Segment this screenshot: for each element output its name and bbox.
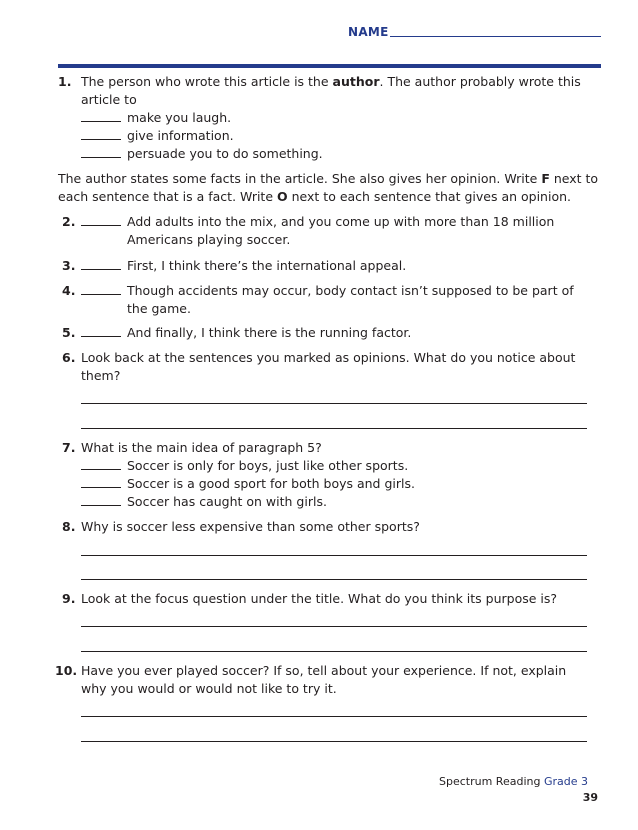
- q1-number: 1.: [58, 74, 72, 89]
- q10-text-line1: Have you ever played soccer? If so, tell about your experience. If not, explain: [81, 663, 567, 678]
- header-rule: [58, 64, 601, 68]
- q3-number: 3.: [62, 258, 76, 273]
- footer-title: Spectrum Reading Grade 3: [439, 775, 588, 788]
- answer-line[interactable]: [81, 626, 587, 627]
- q6-number: 6.: [62, 350, 76, 365]
- q8-text-line1: Why is soccer less expensive than some other sports?: [81, 519, 420, 534]
- answer-blank[interactable]: [81, 127, 121, 140]
- answer-blank[interactable]: [81, 257, 121, 270]
- q8-number: 8.: [62, 519, 76, 534]
- q9-number: 9.: [62, 591, 76, 606]
- q4-text-line1: Though accidents may occur, body contact isn’t supposed to be part of: [81, 282, 574, 300]
- answer-line[interactable]: [81, 579, 587, 580]
- answer-blank[interactable]: [81, 145, 121, 158]
- answer-blank[interactable]: [81, 282, 121, 295]
- q4-number: 4.: [62, 283, 76, 298]
- q3-text-line1: First, I think there’s the international appeal.: [81, 257, 406, 275]
- q6-text-line2: them?: [81, 368, 121, 383]
- q1-option: give information.: [81, 127, 234, 145]
- q1-option: persuade you to do something.: [81, 145, 323, 163]
- q7-option: Soccer has caught on with girls.: [81, 493, 327, 511]
- instructions-line2: each sentence that is a fact. Write O next to each sentence that gives an opinion.: [58, 189, 571, 204]
- q1-text-line1: The person who wrote this article is the author. The author probably wrote this: [81, 74, 581, 89]
- q1-text-line2: article to: [81, 92, 137, 107]
- name-label: NAME: [348, 25, 389, 39]
- answer-line[interactable]: [81, 403, 587, 404]
- q2-number: 2.: [62, 214, 76, 229]
- q7-text-line1: What is the main idea of paragraph 5?: [81, 440, 322, 455]
- q2-text-line1: Add adults into the mix, and you come up with more than 18 million: [81, 213, 554, 231]
- q7-option: Soccer is a good sport for both boys and girls.: [81, 475, 415, 493]
- q2-text-line2: Americans playing soccer.: [127, 232, 291, 247]
- name-field[interactable]: [390, 36, 601, 37]
- answer-line[interactable]: [81, 741, 587, 742]
- q5-number: 5.: [62, 325, 76, 340]
- q9-text-line1: Look at the focus question under the title. What do you think its purpose is?: [81, 591, 558, 606]
- q10-number: 10.: [55, 663, 78, 678]
- q5-text-line1: And finally, I think there is the running factor.: [81, 324, 411, 342]
- answer-blank[interactable]: [81, 109, 121, 122]
- instructions-line1: The author states some facts in the article. She also gives her opinion. Write F next to: [58, 171, 599, 186]
- answer-blank[interactable]: [81, 475, 121, 488]
- answer-blank[interactable]: [81, 213, 121, 226]
- q7-number: 7.: [62, 440, 76, 455]
- answer-line[interactable]: [81, 555, 587, 556]
- answer-blank[interactable]: [81, 457, 121, 470]
- q4-text-line2: the game.: [127, 301, 191, 316]
- answer-blank[interactable]: [81, 493, 121, 506]
- q1-option: make you laugh.: [81, 109, 231, 127]
- answer-line[interactable]: [81, 716, 587, 717]
- answer-line[interactable]: [81, 651, 587, 652]
- page-number: 39: [582, 791, 598, 804]
- answer-line[interactable]: [81, 428, 587, 429]
- q6-text-line1: Look back at the sentences you marked as opinions. What do you notice about: [81, 350, 576, 365]
- q7-option: Soccer is only for boys, just like other sports.: [81, 457, 408, 475]
- answer-blank[interactable]: [81, 324, 121, 337]
- q10-text-line2: why you would or would not like to try it.: [81, 681, 337, 696]
